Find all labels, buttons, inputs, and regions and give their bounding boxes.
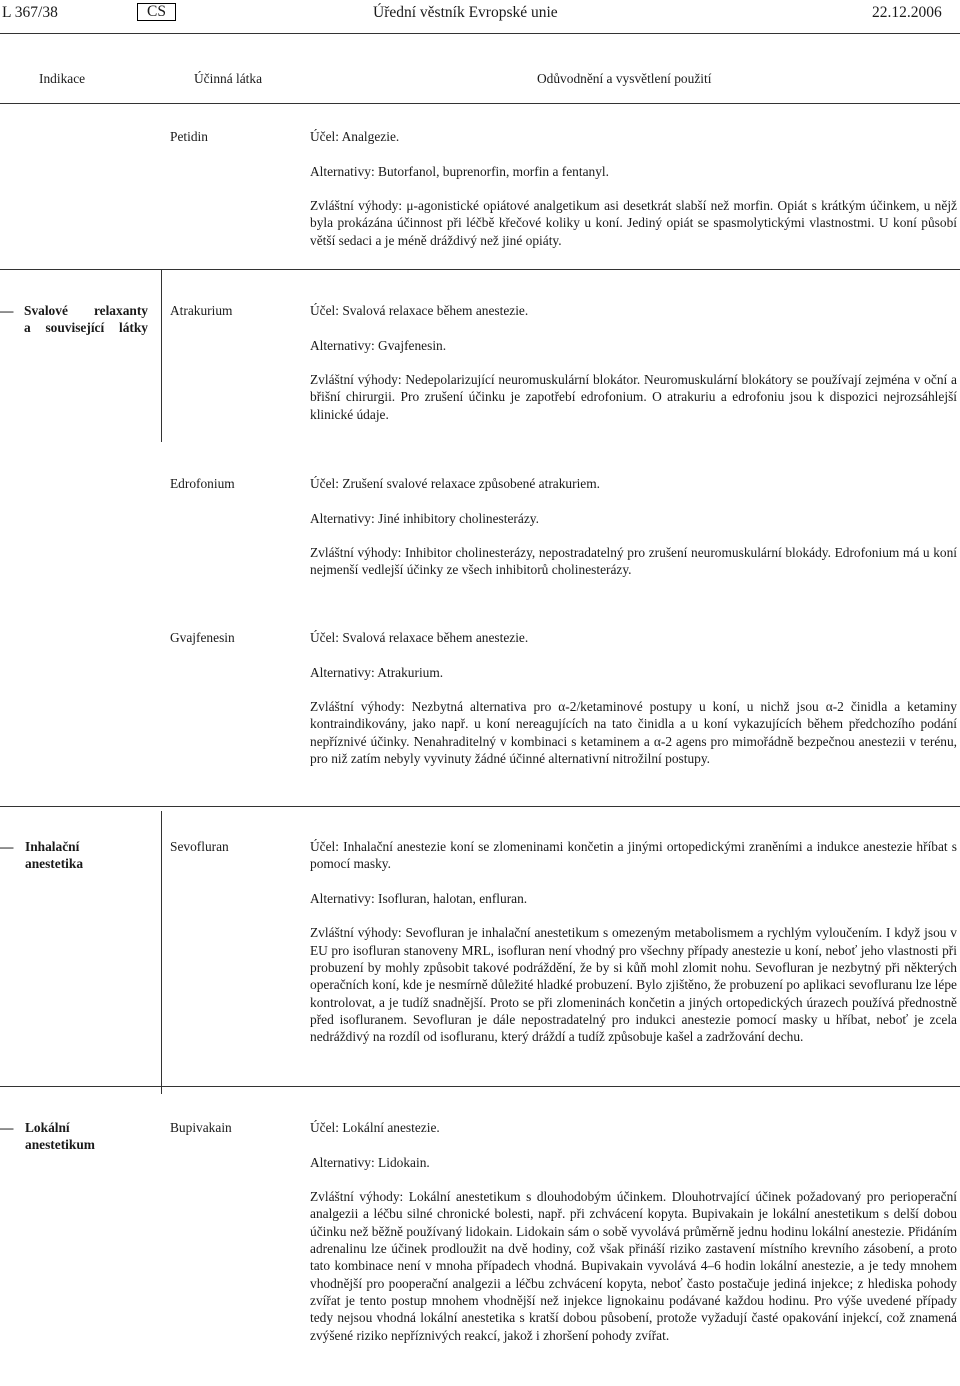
purpose-paragraph: Účel: Svalová relaxace během anestezie. [310, 630, 529, 645]
advantages-paragraph: Zvláštní výhody: Sevofluran je inhalační anestetikum s omezeným metabolismem a rychlým vyloučením. I když jsou v EU pro isofluran stanoveny MRL, isofluran není vhodný pro všechny případy anestezie u koní, neboť jeho vlastnosti při probuzení by mohly způsobit takové podráždění, že by si kůň mohl zlomit nohu. Sevofluran je nezbytný při některých operačních koní, kde je nesmírně důležité hladké probuzení. Bylo zjištěno, že probuzení po aplikaci sevofluranu lze lépe kontrolovat, a je tudíž snadnější. Proto se při zlomeninách končetin a jiných ortopedických úrazech používá přednostně před isofluranem. Sevofluran je dále nepostradatelný pro indukci anestezie pomocí masky u hříbat, neboť je zcela nedráždivý na rozdíl od isofluranu, který dráždí a tudíž způsobuje kašel a zadržování dechu. [310, 925, 957, 1045]
language-badge: CS [137, 3, 176, 21]
substance-name: Atrakurium [170, 303, 233, 318]
justification-text [310, 475, 957, 579]
justification-text [310, 629, 957, 767]
category-line: anestetikum [25, 1137, 95, 1152]
page-header [0, 4, 960, 26]
purpose-paragraph: Účel: Inhalační anestezie koní se zlomeninami končetin a jinými ortopedickými zraněními a indukce anestezie hříbat s pomocí masky. [310, 839, 957, 872]
purpose-paragraph: Účel: Analgezie. [310, 129, 400, 144]
justification-text [310, 302, 957, 423]
category-line: anestetika [25, 856, 84, 871]
journal-title: Úřední věstník Evropské unie [373, 4, 558, 21]
alternatives-paragraph: Alternativy: Butorfanol, buprenorfin, morfin a fentanyl. [310, 163, 609, 179]
substance-name: Gvajfenesin [170, 630, 235, 645]
alternatives-paragraph: Alternativy: Gvajfenesin. [310, 337, 447, 353]
header-rule [0, 33, 960, 34]
column-divider-left [161, 811, 162, 1094]
row-rule [0, 269, 960, 270]
row-rule [0, 806, 960, 807]
substance-name: Bupivakain [170, 1120, 232, 1135]
advantages-paragraph: Zvláštní výhody: μ-agonistické opiátové analgetikum asi desetkrát slabší než morfin. Opiát s krátkým účinkem, u nějž byla prokázána účinnost při léčbě křečové koliky u koní. Jediný opiát se spasmolytickými vlastnostmi. U koní působí větší sedaci a je méně dráždivý než jiné opiáty. [310, 198, 957, 248]
purpose-paragraph: Účel: Zrušení svalové relaxace způsobené atrakuriem. [310, 476, 600, 491]
substance-name: Edrofonium [170, 476, 235, 491]
dash-marker: — [0, 303, 14, 318]
page-reference: L 367/38 [2, 4, 58, 21]
alternatives-paragraph: Alternativy: Lidokain. [310, 1154, 430, 1170]
justification-text [310, 128, 957, 249]
substance-name: Petidin [170, 129, 208, 144]
publication-date: 22.12.2006 [872, 4, 942, 21]
column-header-rule [0, 103, 960, 104]
column-header-indication: Indikace [39, 71, 86, 86]
purpose-paragraph: Účel: Lokální anestezie. [310, 1120, 440, 1135]
category-line: Inhalační [25, 839, 80, 854]
category-line: Lokální [25, 1120, 70, 1135]
alternatives-paragraph: Alternativy: Atrakurium. [310, 664, 444, 680]
category-line: a související látky [24, 320, 148, 335]
justification-text [310, 838, 957, 1046]
dash-marker: — [0, 1120, 14, 1135]
alternatives-paragraph: Alternativy: Jiné inhibitory cholinesterázy. [310, 510, 539, 526]
advantages-paragraph: Zvláštní výhody: Nedepolarizující neuromuskulární blokátor. Neuromuskulární blokátory se používají zejména v oční a břišní chirurgii. Pro zrušení účinku je zapotřebí edrofonium. O atrakuriu a edrofoniu jsou k dispozici nejrozsáhlejší klinické údaje. [310, 372, 957, 422]
justification-text [310, 1119, 957, 1344]
category-line: Svalové relaxanty [24, 303, 148, 318]
advantages-paragraph: Zvláštní výhody: Nezbytná alternativa pro α-2/ketaminové postupy u koní, u nichž jsou α-2 činidla a ketaminy kontraindikovány, jako např. u koní nereagujících na tato činidla a u koní vykazujících během předchozího podání nepříznivé účinky. Nenahraditelný v kombinaci s ketaminem a α-2 agens pro mimořádně bezpečnou anestezii v terénu, pro niž zatím nebyly vyvinuty žádné účinné alternativní nitrožilní postupy. [310, 699, 957, 767]
column-header-justification: Odůvodnění a vysvětlení použití [537, 71, 712, 86]
substance-name: Sevofluran [170, 839, 229, 854]
advantages-paragraph: Zvláštní výhody: Inhibitor cholinesterázy, nepostradatelný pro zrušení neuromuskulární blokády. Edrofonium má u koní nejmenší vedlejší účinky ze všech inhibitorů cholinesterázy. [310, 545, 957, 578]
advantages-paragraph: Zvláštní výhody: Lokální anestetikum s dlouhodobým účinkem. Dlouhotrvající účinek požadovaný pro perioperační analgezii a léčbu silné chronické bolesti, např. při zchvácení kopyta. Bupivakain je lokální anestetikum s delší dobou účinku než běžně používaný lidokain. Lidokain sám o sobě vyvolává průměrně jednu hodinu lokální anestezie. Přidáním adrenalinu lze účinek prodloužit na dvě hodiny, což však přináší riziko zastavení místního krevního zásobení, a proto tato kombinace není v mnoha případech vhodná. Bupivakain vyvolává 4–6 hodin lokální anestezie, a je tedy mnohem vhodnější pro pooperační analgezii a léčbu zchvácení kopyta, neboť často postačuje jediná injekce; z hlediska pohody zvířat je tento postup mnohem vhodnější než injekce lignokainu podávané každou hodinu. Pro výše uvedené případy tedy nejsou vhodná lokální anestetika s kratší dobou působení, protože vyžadují časté opakování injekcí, což znamená zvýšené riziko nepříznivých reakcí, jakož i zhoršení pohody zvířat. [310, 1189, 957, 1343]
dash-marker: — [0, 839, 14, 854]
column-header-substance: Účinná látka [194, 71, 263, 86]
column-divider-left [161, 270, 162, 442]
alternatives-paragraph: Alternativy: Isofluran, halotan, enfluran. [310, 890, 528, 906]
purpose-paragraph: Účel: Svalová relaxace během anestezie. [310, 303, 529, 318]
row-rule [0, 1086, 960, 1087]
